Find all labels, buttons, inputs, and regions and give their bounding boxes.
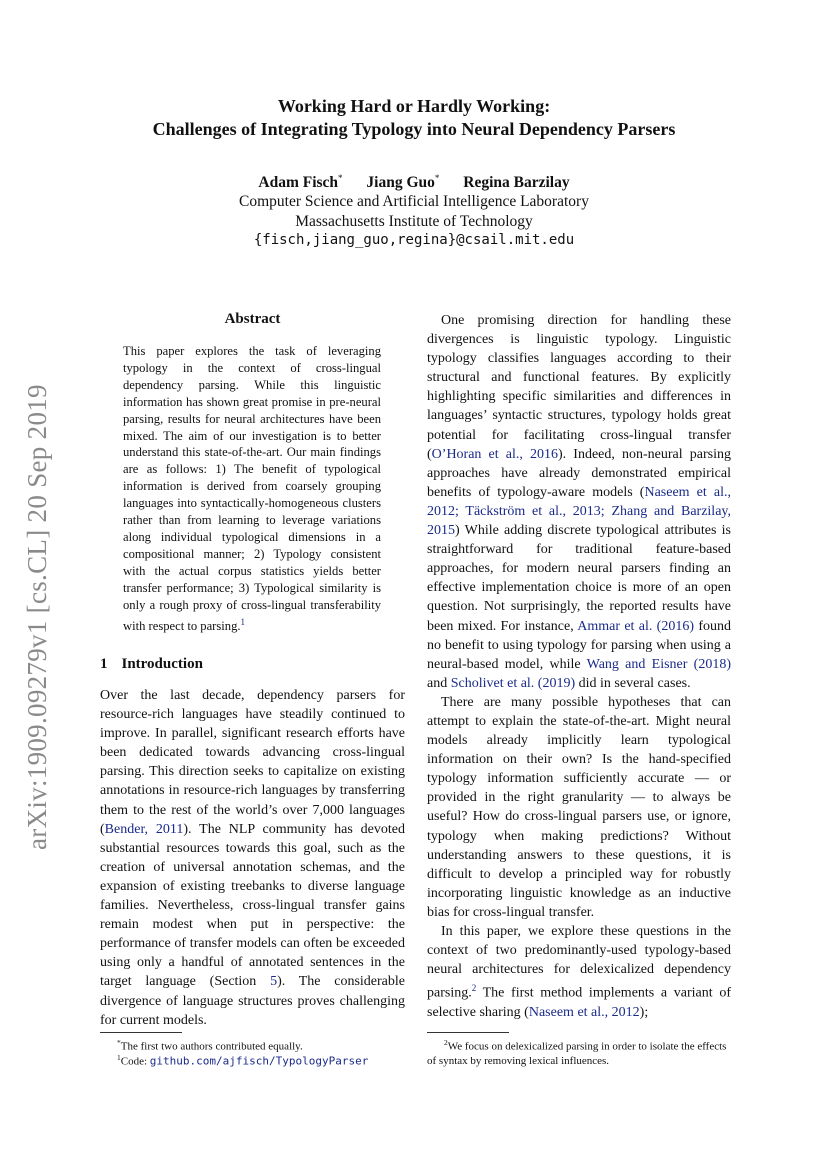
section-heading: 1 Introduction (100, 656, 203, 672)
abstract-heading: Abstract (224, 311, 281, 327)
title-line-1: Working Hard or Hardly Working: (277, 96, 551, 116)
title-line-2: Challenges of Integrating Typology into Neural Dependency Parsers (152, 119, 676, 139)
affiliation-line-2: Massachusetts Institute of Technology (295, 213, 533, 230)
section-link[interactable]: 5 (270, 974, 278, 990)
abstract-body: This paper explores the task of leveraging typology in the context of cross-lingual dependency parsing. While this linguistic information has shown great promise in pre-neural parsing, results for neural architectures have been mixed. The aim of our investigation is to better understand this state-of-the-art. Our main findings are as follows: 1) The benefit of typological information is derived from coarsely grouping languages into syntactically-homogeneous clusters rather than from learning to leverage variations along individual typological dimensions in a compositional manner; 2) Typology consistent with the actual corpus statistics yields better transfer performance; 3) Typological similarity is only a rough proxy of cross-lingual transferability with respect to parsing.$^1$ (123, 344, 381, 633)
citation-link[interactable]: Naseem et al., 2012; Täckström et al., 2013; Zhang and Barzilay, 2015 (427, 484, 731, 539)
paper-title (0, 95, 828, 141)
author: Regina Barzilay (463, 174, 570, 192)
affiliation-line-1: Computer Science and Artificial Intelligence Laboratory (239, 193, 589, 210)
paragraph: One promising direction for handling these divergences is linguistic typology. Linguistic typology classifies languages according to their structural and functional features. By explicitly highlighting specific similarities and differences in languages’ syntactic structures, typology holds great potential for facilitating cross-lingual transfer (O’Horan et al., 2016). Indeed, non-neural parsing approaches have already demonstrated empirical benefits of typology-aware models (Naseem et al., 2012; Täckström et al., 2013; Zhang and Barzilay, 2015) While adding discrete typological attributes is straightforward for traditional feature-based approaches, for modern neural parsers finding an effective implementation choice is more of an open question. Not surprisingly, the reported results have been mixed. For instance, Ammar et al. (2016) found no benefit to using typology for parsing when using a neural-based model, while Wang and Eisner (2018) and Scholivet et al. (2019) did in several cases. (427, 313, 731, 691)
citation-link[interactable]: Wang and Eisner (2018) (586, 656, 731, 672)
paragraph: There are many possible hypotheses that can attempt to explain the state-of-the-art. Might neural models already implicitly learn typological information on their own? Is the hand-specified typology information sufficiently accurate — or provided in the right granularity — to always be useful? How do cross-lingual parsers use, or ignore, typology when making predictions? Without understanding answers to these questions, it is difficult to develop a principled way for robustly incorporating linguistic knowledge as an inductive bias for cross-lingual transfer. (427, 694, 731, 920)
footnote-ref[interactable]: 1 (240, 616, 246, 627)
right-column-text (427, 311, 731, 1022)
citation-link[interactable]: Ammar et al. (2016) (577, 618, 695, 634)
paragraph: Over the last decade, dependency parsers for resource-rich languages have steadily continued to improve. In parallel, significant research efforts have been dedicated towards advancing cross-lingual parsing. This direction seeks to capitalize on existing annotations in resource-rich languages by transferring them to the rest of the world’s over 7,000 languages (Bender, 2011). The NLP community has devoted substantial resources towards this goal, such as the creation of universal annotation schemas, and the expansion of existing treebanks to diverse language families. Nevertheless, cross-lingual transfer gains remain modest when put in perspective: the performance of transfer models can often be exceeded using only a handful of annotated sentences in the target language (Section 5). The considerable divergence of language structures proves challenging for current models. (100, 688, 405, 1028)
author-email: {fisch,jiang_guo,regina}@csail.mit.edu (253, 232, 575, 248)
footnote-delexicalized: $^2$We focus on delexicalized parsing in order to isolate the effects of syntax by removing lexical influences. (427, 1038, 727, 1067)
paragraph: In this paper, we explore these questions in the context of two predominantly-used typology-based neural architectures for delexicalized dependency parsing.$^2$ The first method implements a variant of selective sharing (Naseem et al., 2012); (427, 924, 731, 1021)
footnote-ref[interactable]: 2 (471, 983, 477, 994)
author: Jiang Guo* (366, 173, 440, 192)
citation-link[interactable]: Bender, 2011 (104, 821, 184, 837)
arxiv-stamp: arXiv:1909.09279v1 [cs.CL] 20 Sep 2019 (22, 384, 52, 850)
citation-link[interactable]: Scholivet et al. (2019) (450, 675, 576, 691)
footnote-equal-contribution: *The first two authors contributed equally. (117, 1038, 303, 1053)
citation-link[interactable]: O’Horan et al., 2016 (431, 446, 559, 462)
code-link[interactable]: github.com/ajfisch/TypologyParser (149, 1054, 369, 1068)
left-column-text (100, 686, 405, 1030)
author-list (0, 173, 828, 192)
footnote-code: $^1$Code: github.com/ajfisch/TypologyParser (117, 1053, 369, 1068)
author: Adam Fisch* (258, 173, 343, 192)
footnote-rule (100, 1032, 182, 1033)
footnote-rule (427, 1032, 509, 1033)
citation-link[interactable]: Naseem et al., 2012 (528, 1005, 640, 1021)
